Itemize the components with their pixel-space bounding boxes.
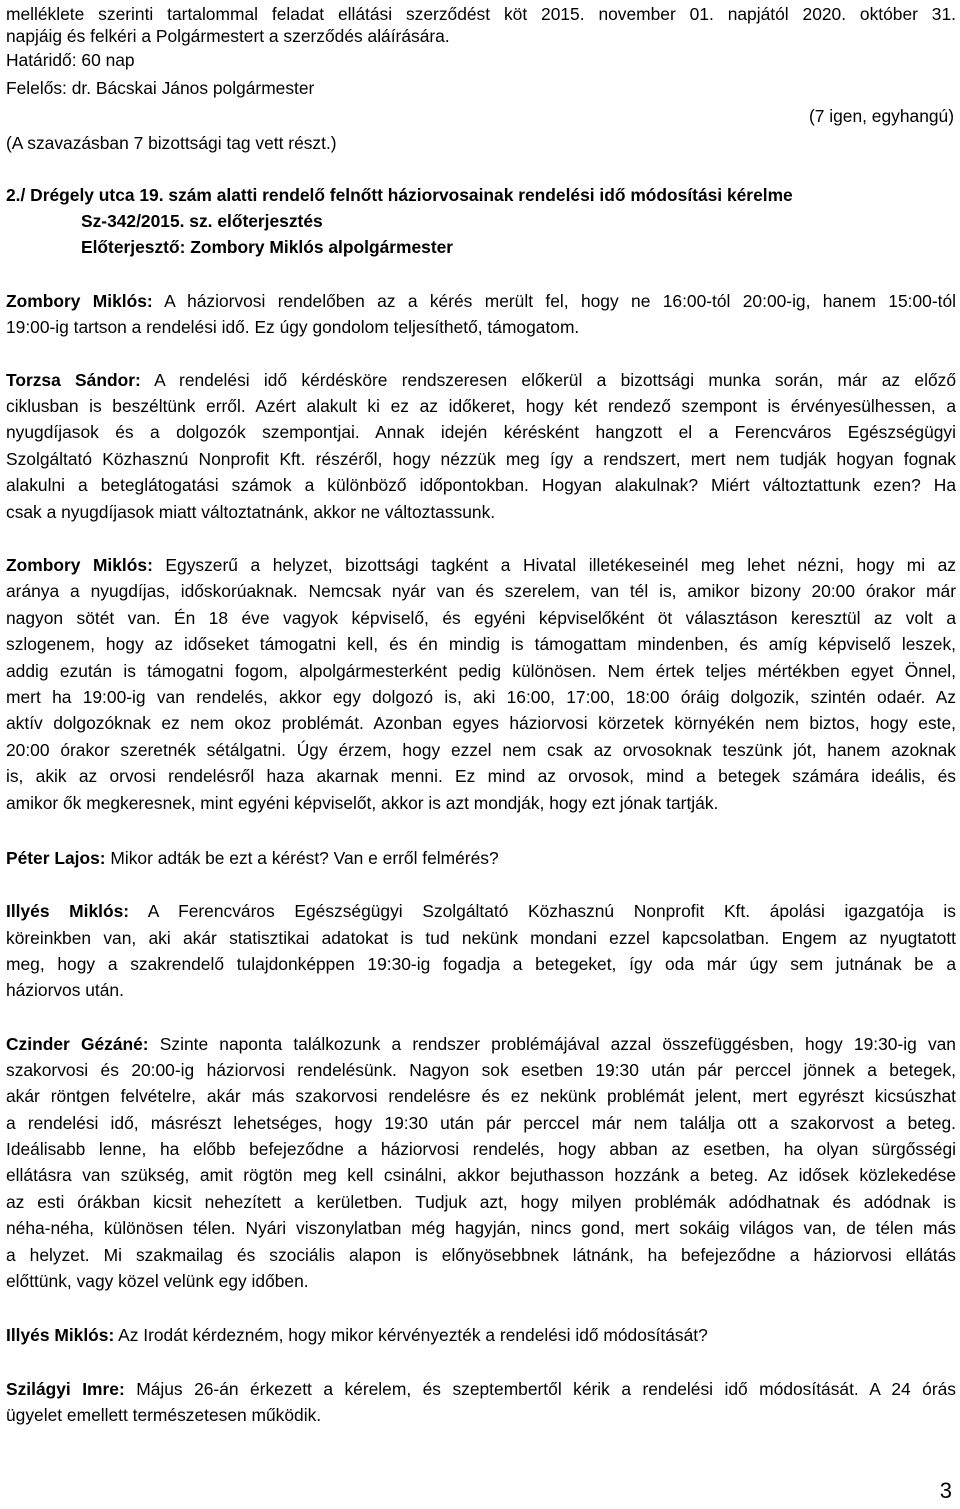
- paragraph-line: aktív dolgozóknak ez nem okoz problémát. Azonban egyes háziorvosi körzetek környékén nem biztos, hogy este,: [6, 713, 956, 733]
- intro-line-2: napjáig és felkéri a Polgármestert a szerződés aláírására.: [6, 26, 450, 46]
- page-number: 3: [939, 1478, 952, 1503]
- deadline-line: Határidő: 60 nap: [6, 50, 135, 70]
- paragraph-line: amikor ők megkeresnek, mint egyéni képviselőt, akkor is azt mondják, hogy ezt jónak tartják.: [6, 793, 719, 813]
- paragraph-line: a rendelési idő, másrészt lehetséges, hogy 19:30 után pár perccel már nem találja ott a szakorvost a beteg.: [6, 1113, 956, 1133]
- paragraph-line: háziorvos után.: [6, 980, 124, 1000]
- speaker-name: Torzsa Sándor:: [6, 370, 141, 390]
- paragraph-line: Péter Lajos: Mikor adták be ezt a kérést? Van e erről felmérés?: [6, 848, 499, 868]
- speaker-name: Zombory Miklós:: [6, 291, 153, 311]
- paragraph-line: alakulni a beteglátogatási számok a különböző időpontokban. Hogyan alakulnak? Miért változtattunk ezen? Ha: [6, 475, 956, 495]
- paragraph-line: Illyés Miklós: A Ferencváros Egészségügyi Szolgáltató Közhasznú Nonprofit Kft. ápolási igazgatója is: [6, 901, 956, 921]
- agenda-item-reference: Sz-342/2015. sz. előterjesztés: [81, 211, 323, 231]
- paragraph-line: csak a nyugdíjasok miatt változtatnánk, akkor ne változtassunk.: [6, 502, 496, 522]
- paragraph-line: köreinkben van, aki akár statisztikai adatokat is tud nekünk mondani ezzel kapcsolatban. Engem az nyugtatott: [6, 928, 956, 948]
- paragraph-line: mert ha 19:00-ig van rendelés, akkor egy dolgozó is, aki 16:00, 17:00, 18:00 óráig dolgozik, szintén odaér. Az: [6, 687, 956, 707]
- paragraph-line: addig ezután is támogatni fogom, alpolgármesterként pedig különösen. Nem értek teljes mértékben egyet Önnel,: [6, 661, 956, 681]
- paragraph-line: Zombory Miklós: Egyszerű a helyzet, bizottsági tagként a Hivatal illetékeseinél meg lehet nézni, hogy mi az: [6, 555, 956, 575]
- paragraph-line: aránya a nyugdíjas, időskorúaknak. Nemcsak nyár van és szerelem, van tél is, amikor bizony 20:00 órakor már: [6, 581, 956, 601]
- paragraph-line: Szilágyi Imre: Május 26-án érkezett a kérelem, és szeptembertől kérik a rendelési idő módosítását. A 24 órás: [6, 1379, 956, 1399]
- paragraph-line: az esti órákban kicsit nehezített a kerületben. Tudjuk azt, hogy milyen problémák adódhatnak és adódnak is: [6, 1192, 956, 1212]
- speaker-name: Illyés Miklós:: [6, 901, 130, 921]
- paragraph-line: Czinder Gézáné: Szinte naponta találkozunk a rendszer problémájával azzal összefüggésben, hogy 19:30-ig van: [6, 1034, 956, 1054]
- paragraph-line: Ideálisabb lenne, ha előbb befejeződne a háziorvosi rendelés, hogy abban az esetben, ha olyan sürgősségi: [6, 1139, 956, 1159]
- paragraph-line: ügyelet emellett természetesen működik.: [6, 1405, 322, 1425]
- paragraph-line: meg, hogy a szakrendelő tulajdonképpen 19:30-ig fogadja a betegeket, így oda már úgy sem jutnának be a: [6, 954, 956, 974]
- paragraph-line: Zombory Miklós: A háziorvosi rendelőben az a kérés merült fel, hogy ne 16:00-tól 20:00-ig, hanem 15:00-tól: [6, 291, 957, 311]
- paragraph-line: ellátásra van szükség, amit rögtön meg kell csinálni, akkor bejuthasson hozzánk a beteg. Az idősek közlekedése: [6, 1165, 956, 1185]
- speaker-name: Péter Lajos:: [6, 848, 106, 868]
- agenda-item-title: 2./ Drégely utca 19. szám alatti rendelő felnőtt háziorvosainak rendelési idő módosítási kérelme: [6, 185, 793, 205]
- vote-result: (7 igen, egyhangú): [808, 106, 954, 126]
- paragraph-line: Torzsa Sándor: A rendelési idő kérdésköre rendszeresen előkerül a bizottsági munka során, már az előző: [6, 370, 956, 390]
- responsible-line: Felelős: dr. Bácskai János polgármester: [6, 78, 315, 98]
- speaker-name: Szilágyi Imre:: [6, 1379, 125, 1399]
- paragraph-line: Illyés Miklós: Az Irodát kérdezném, hogy mikor kérvényezték a rendelési idő módosítását?: [6, 1325, 708, 1345]
- paragraph-line: nagyon sötét van. Én 18 éve vagyok képviselő, és egyéni képviselőként öt választáson keresztül az volt a: [6, 608, 956, 628]
- speaker-name: Zombory Miklós:: [6, 555, 153, 575]
- paragraph-line: akár röntgen felvételre, akár más szakorvosi rendelésre és ez nekünk problémát jelent, mert egyrészt kicsúszhat: [6, 1086, 956, 1106]
- intro-line-1: melléklete szerinti tartalommal feladat ellátási szerződést köt 2015. november 01. napjától 2020. október 31.: [6, 4, 956, 24]
- speaker-name: Czinder Gézáné:: [6, 1034, 149, 1054]
- paragraph-line: is, akik az orvosi rendelésről haza akarnak menni. Ez mind az orvosok, mind a betegek számára ideális, és: [6, 766, 956, 786]
- paragraph-line: szlogenem, hogy az időseket támogatni kell, és én mindig is támogattam mindenben, és amíg képviselő leszek,: [6, 634, 956, 654]
- vote-note: (A szavazásban 7 bizottsági tag vett részt.): [6, 133, 337, 153]
- paragraph-line: 20:00 órakor szeretnék sétálgatni. Úgy érzem, hogy ezzel nem csak az orvosoknak teszünk jót, hanem azoknak: [6, 740, 956, 760]
- paragraph-line: a helyzet. Mi szakmailag és szociális alapon is előnyösebbnek látnánk, ha befejeződne a háziorvosi ellátás: [6, 1245, 956, 1265]
- agenda-item-presenter: Előterjesztő: Zombory Miklós alpolgármester: [81, 237, 454, 257]
- paragraph-line: szakorvosi és 20:00-ig háziorvosi rendelésünk. Nagyon sok esetben 19:30 után pár perccel jönnek a betegek,: [6, 1060, 956, 1080]
- paragraph-line: 19:00-ig tartson a rendelési idő. Ez úgy gondolom teljesíthető, támogatom.: [6, 317, 580, 337]
- paragraph-line: Szolgáltató Közhasznú Nonprofit Kft. részéről, hogy nézzük meg így a rendszert, mert nem tudják hogyan fognak: [6, 449, 956, 469]
- speaker-name: Illyés Miklós:: [6, 1325, 115, 1345]
- paragraph-line: néha-néha, különösen télen. Nyári viszonylatban még hagyján, nincs gond, mert sokáig világos van, de télen más: [6, 1218, 956, 1238]
- paragraph-line: nyugdíjasok és a dolgozók szempontjai. Annak idején kérésként hangzott el a Ferencváros Egészségügyi: [6, 422, 956, 442]
- paragraph-line: ciklusban is beszéltünk erről. Azért alakult ki ez az időkeret, hogy két rendező szempont is érvényesülhessen, a: [6, 396, 956, 416]
- paragraph-line: előttünk, vagy közel velünk egy időben.: [6, 1271, 309, 1291]
